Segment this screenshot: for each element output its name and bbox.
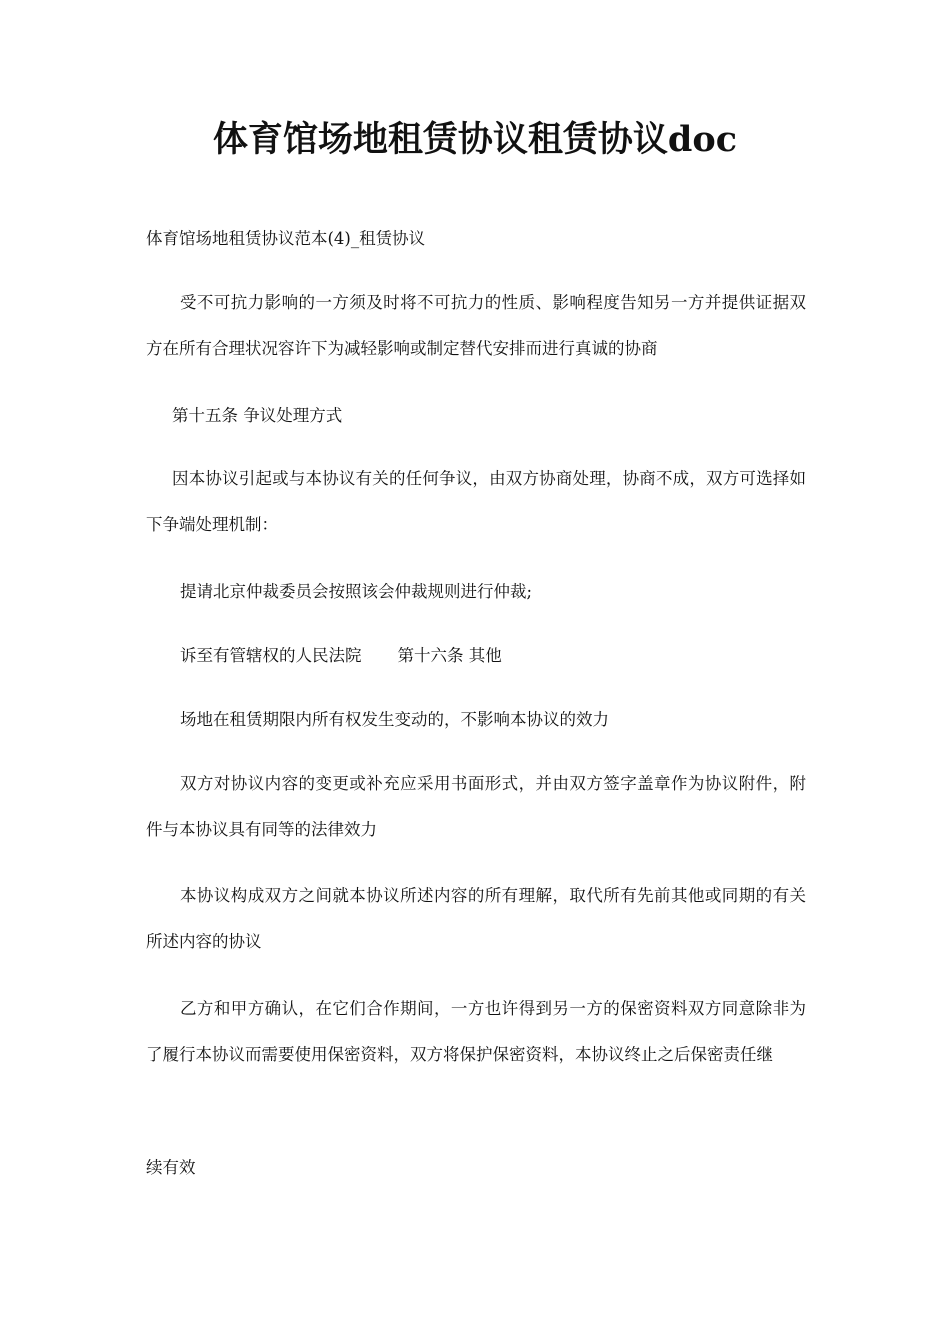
section-heading-16: 第十六条 其他 xyxy=(397,646,502,665)
paragraph-ownership: 场地在租赁期限内所有权发生变动的，不影响本协议的效力 xyxy=(180,710,609,729)
paragraph-confidentiality: 乙方和甲方确认，在它们合作期间，一方也许得到另一方的保密资料双方同意除非为了履行本协议而需要使用保密资料，双方将保护保密资料，本协议终止之后保密责任继 xyxy=(146,999,806,1064)
paragraph-dispute: 因本协议引起或与本协议有关的任何争议，由双方协商处理，协商不成，双方可选择如下争端处理机制： xyxy=(146,469,806,534)
paragraph-court-line xyxy=(146,633,806,679)
paragraph-court: 诉至有管辖权的人民法院 xyxy=(180,646,362,665)
section-heading-15: 第十五条 争议处理方式 xyxy=(172,406,343,425)
document-subtitle: 体育馆场地租赁协议范本(4)_租赁协议 xyxy=(146,229,426,248)
paragraph-arbitration: 提请北京仲裁委员会按照该会仲裁规则进行仲裁; xyxy=(180,582,533,601)
document-title: 体育馆场地租赁协议租赁协议doc xyxy=(212,119,738,160)
paragraph-continuation: 续有效 xyxy=(146,1158,196,1177)
paragraph-amendment: 双方对协议内容的变更或补充应采用书面形式，并由双方签字盖章作为协议附件，附件与本协议具有同等的法律效力 xyxy=(146,774,806,839)
paragraph-force-majeure: 受不可抗力影响的一方须及时将不可抗力的性质、影响程度告知另一方并提供证据双方在所有合理状况容许下为减轻影响或制定替代安排而进行真诚的协商 xyxy=(146,293,806,358)
paragraph-entire-agreement: 本协议构成双方之间就本协议所述内容的所有理解，取代所有先前其他或同期的有关所述内容的协议 xyxy=(146,886,806,951)
